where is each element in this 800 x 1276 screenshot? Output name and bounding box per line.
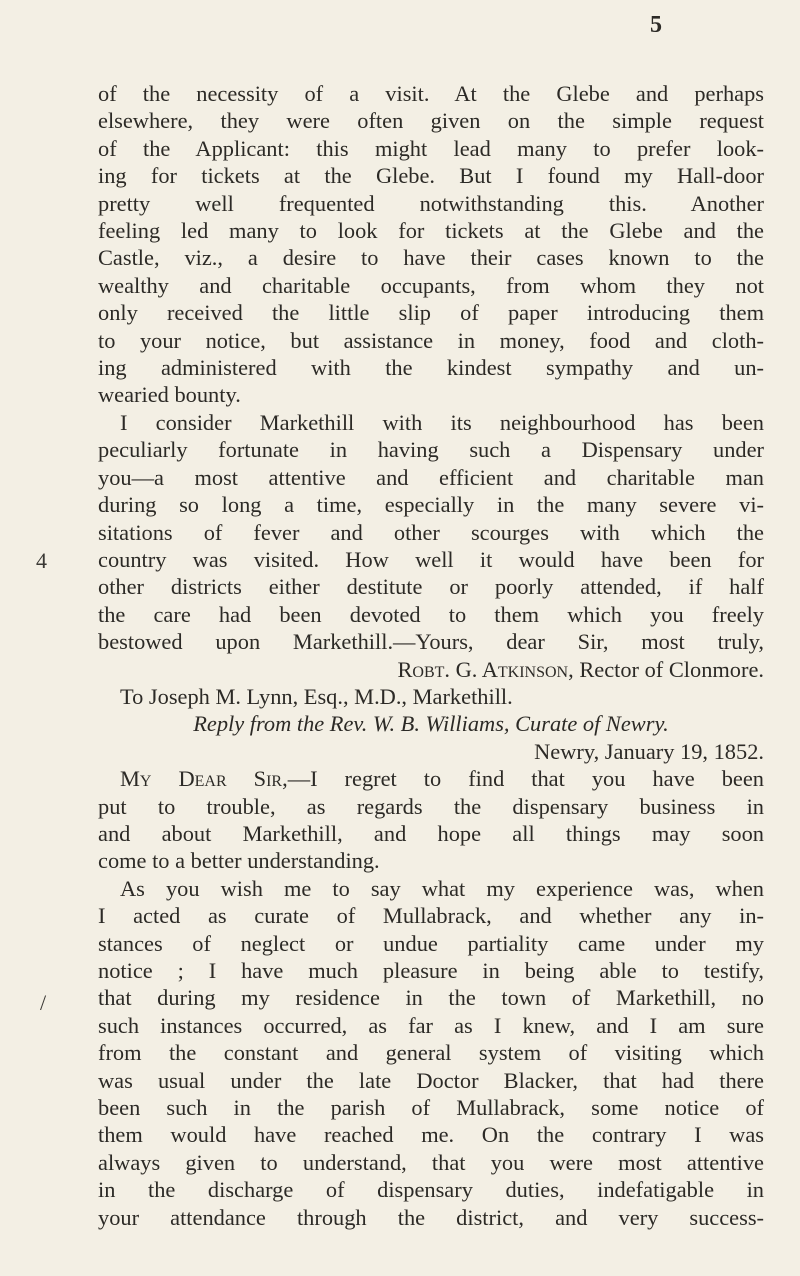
- salutation: My Dear Sir,: [120, 766, 288, 792]
- text-line: peculiarly fortunate in having such a Dispensary under: [98, 437, 764, 463]
- margin-mark: /: [40, 990, 47, 1015]
- text-line: country was visited. How well it would have been for: [98, 546, 764, 572]
- letter-body: [98, 80, 764, 1231]
- text-line: during so long a time, especially in the many severe vi-: [98, 492, 764, 518]
- text-line: of the necessity of a visit. At the Glebe and perhaps: [98, 81, 764, 106]
- text-line: stances of neglect or undue partiality came under my: [98, 930, 764, 956]
- text-line: elsewhere, they were often given on the simple request: [98, 108, 764, 134]
- addressee-line: To Joseph M. Lynn, Esq., M.D., Markethill.: [120, 683, 513, 709]
- text-line: was usual under the late Doctor Blacker, that had there: [98, 1067, 764, 1093]
- text-line: them would have reached me. On the contrary I was: [98, 1122, 764, 1148]
- text-line: Castle, viz., a desire to have their cases known to the: [98, 245, 764, 271]
- text-line: wealthy and charitable occupants, from whom they not: [98, 272, 764, 298]
- signature-name: Robt. G. Atkinson,: [397, 656, 574, 682]
- text-line: you—a most attentive and efficient and charitable man: [98, 464, 764, 490]
- text-line: As you wish me to say what my experience was, when: [120, 875, 764, 901]
- text-line: put to trouble, as regards the dispensary business in: [98, 793, 764, 819]
- text-line: your attendance through the district, and very success-: [98, 1204, 764, 1230]
- text-line: in the discharge of dispensary duties, indefatigable in: [98, 1177, 764, 1203]
- text-line: of the Applicant: this might lead many to prefer look-: [98, 135, 764, 161]
- text-line: pretty well frequented notwithstanding this. Another: [98, 190, 764, 216]
- text-line: I acted as curate of Mullabrack, and whether any in-: [98, 903, 764, 929]
- letter-heading: Reply from the Rev. W. B. Williams, Curate of Newry.: [193, 711, 669, 737]
- margin-mark: 4: [36, 548, 47, 573]
- text-line: the care had been devoted to them which you freely: [98, 601, 764, 627]
- text-line: wearied bounty.: [98, 382, 241, 408]
- text-line: been such in the parish of Mullabrack, some notice of: [98, 1095, 764, 1121]
- salutation-rest: —I regret to find that you have been: [287, 766, 764, 792]
- salutation-line: [98, 765, 764, 792]
- text-line: bestowed upon Markethill.—Yours, dear Sir, most truly,: [98, 629, 764, 655]
- text-line: sitations of fever and other scourges with which the: [98, 519, 764, 545]
- text-line: that during my residence in the town of Markethill, no: [98, 985, 764, 1011]
- text-line: such instances occurred, as far as I knew, and I am sure: [98, 1012, 764, 1038]
- text-line: from the constant and general system of visiting which: [98, 1040, 764, 1066]
- page-number: 5: [650, 12, 662, 38]
- text-line: notice ; I have much pleasure in being able to testify,: [98, 958, 764, 983]
- signature-line: [98, 656, 764, 683]
- text-line: to your notice, but assistance in money, food and cloth-: [98, 327, 764, 353]
- text-line: feeling led many to look for tickets at the Glebe and the: [98, 218, 764, 244]
- signature-title: Rector of Clonmore.: [573, 656, 764, 682]
- text-line: only received the little slip of paper introducing them: [98, 300, 764, 326]
- letter-date: Newry, January 19, 1852.: [534, 738, 764, 764]
- text-line: always given to understand, that you were most attentive: [98, 1149, 764, 1175]
- text-line: come to a better understanding.: [98, 848, 380, 874]
- text-line: other districts either destitute or poorly attended, if half: [98, 574, 764, 600]
- text-line: I consider Markethill with its neighbourhood has been: [120, 409, 764, 435]
- text-line: ing administered with the kindest sympathy and un-: [98, 355, 764, 381]
- text-line: ing for tickets at the Glebe. But I found my Hall-door: [98, 163, 764, 189]
- text-line: and about Markethill, and hope all things may soon: [98, 820, 764, 846]
